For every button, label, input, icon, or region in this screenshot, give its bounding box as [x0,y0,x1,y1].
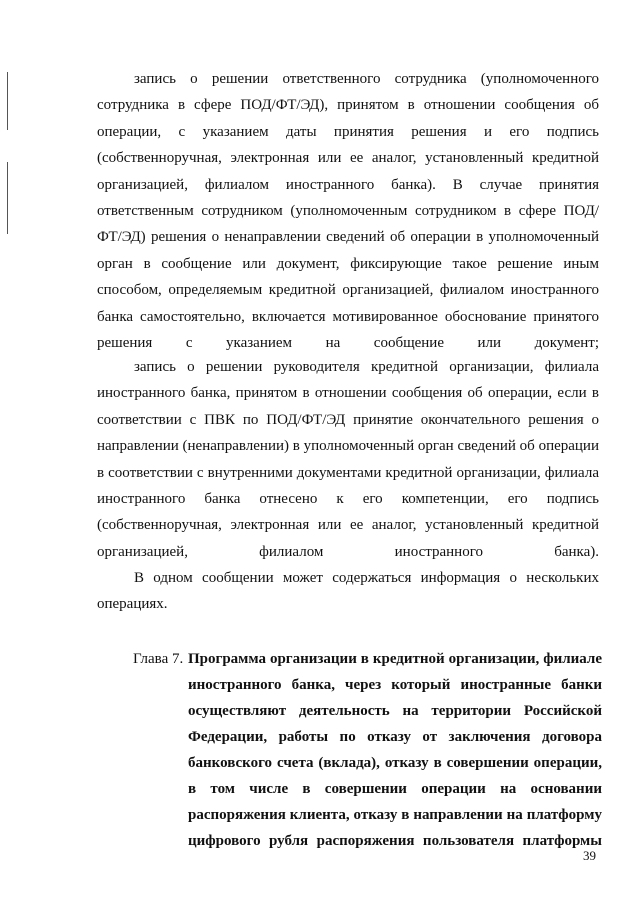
paragraph-3-text: В одном сообщении может содержаться информация о нескольких операциях. [97,570,599,613]
chapter-title: Программа организации в кредитной организации, филиале иностранного банка, через который иностранные банки осуществляют деятельность на территории Российской Федерации, работы по отказу от заключения договора банковского счета (вклада), отказу в совершении операции, в том числе в совершении операции на основании распоряжения клиента, отказу в направлении на платформу цифрового рубля распоряжения пользователя платформы [188,651,602,849]
paragraph-3 [97,565,599,618]
paragraph-2 [97,354,599,565]
chapter-label: Глава 7. [133,651,184,667]
paragraph-1 [97,66,599,356]
paragraph-1-text: запись о решении ответственного сотрудника (уполномоченного сотрудника в сфере ПОД/ФТ/ЭД), принятом в отношении сообщения об операции, с указанием даты принятия решения и его подпись (собственноручная, электронная или ее аналог, установленный кредитной организацией, филиалом иностранного банка). В случае принятия ответственным сотрудником (уполномоченным сотрудником в сфере ПОД/ФТ/ЭД) решения о ненаправлении сведений об операции в уполномоченный орган в сообщение или документ, фиксирующие такое решение иным способом, определяемым кредитной организацией, филиалом иностранного банка самостоятельно, включается мотивированное обоснование принятого решения с указанием на сообщение или документ; [97,71,599,352]
margin-mark-1 [7,72,8,130]
paragraph-2-text: запись о решении руководителя кредитной организации, филиала иностранного банка, принятом в отношении сообщения об операции, если в соответствии с ПВК по ПОД/ФТ/ЭД принятие окончательного решения о направлении (ненаправлении) в уполномоченный орган сведений об операции в соответствии с внутренними документами кредитной организации, филиала иностранного банка отнесено к его компетенции, его подпись (собственноручная, электронная или ее аналог, установленный кредитной организацией, филиалом иностранного банка). [97,359,599,560]
page-number: 39 [583,848,596,863]
margin-mark-2 [7,162,8,234]
